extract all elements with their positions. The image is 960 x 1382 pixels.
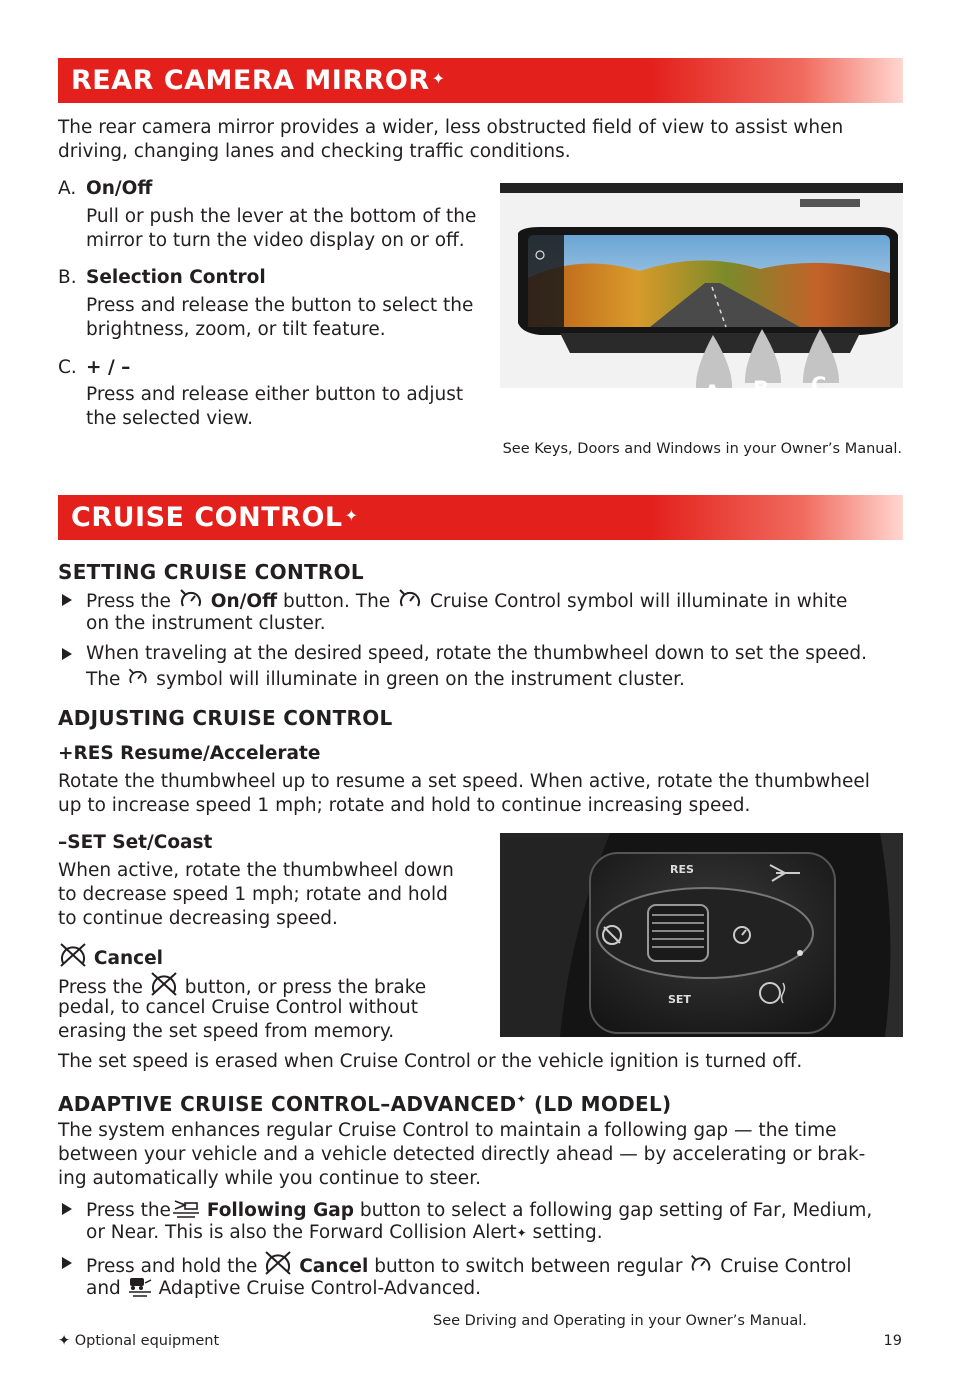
acc-bullet-1	[86, 1197, 872, 1223]
cruise-control-icon	[688, 1253, 714, 1275]
bullet-icon	[62, 1203, 72, 1215]
res-line2: up to increase speed 1 mph; rotate and hold to continue increasing speed.	[58, 795, 751, 816]
cancel-line2: pedal, to cancel Cruise Control without	[58, 997, 418, 1018]
acc-line2: between your vehicle and a vehicle detected directly ahead — by accelerating or brak-	[58, 1144, 866, 1165]
item-a-title: On/Off	[86, 178, 153, 199]
acc-b2-line2-pre: and	[86, 1278, 121, 1299]
cancel-bold-label: Cancel	[299, 1256, 369, 1277]
following-gap-icon	[171, 1197, 201, 1219]
adaptive-cruise-icon	[127, 1275, 153, 1297]
wheel-res-label: RES	[670, 863, 694, 876]
res-label: +RES Resume/Accelerate	[58, 743, 321, 764]
optional-star-icon: ✦	[344, 506, 359, 525]
cruise-reference: See Driving and Operating in your Owner’s Manual.	[433, 1313, 807, 1329]
acc-b2-mid: button to switch between regular	[374, 1256, 683, 1277]
cruise-control-icon	[177, 588, 205, 610]
item-a-line2: mirror to turn the video display on or off.	[86, 230, 465, 251]
setting-bullet-2-line2	[86, 666, 685, 692]
setting-bullet-1-line2: on the instrument cluster.	[86, 613, 326, 634]
set-speed-erase-note: The set speed is erased when Cruise Control or the vehicle ignition is turned off.	[58, 1051, 803, 1072]
b2-pre: The	[86, 669, 121, 690]
bullet-icon	[62, 648, 72, 660]
cancel-pre: Press the	[58, 977, 143, 998]
b1-pre: Press the	[86, 591, 171, 612]
item-c-title: + / –	[86, 357, 131, 378]
acc-line3: ing automatically while you continue to steer.	[58, 1168, 481, 1189]
optional-equipment-footnote: ✦ Optional equipment	[58, 1333, 220, 1349]
item-b-title: Selection Control	[86, 267, 266, 288]
wheel-set-label: SET	[668, 993, 691, 1006]
cancel-icon	[149, 972, 179, 996]
res-line1: Rotate the thumbwheel up to resume a set speed. When active, rotate the thumbwheel	[58, 771, 870, 792]
on-off-label: On/Off	[210, 591, 278, 612]
acc-line1: The system enhances regular Cruise Control to maintain a following gap — the time	[58, 1120, 837, 1141]
acc-bullet-1-line2	[86, 1221, 603, 1245]
rear-camera-reference: See Keys, Doors and Windows in your Owner’s Manual.	[502, 441, 902, 457]
rear-camera-intro-line2: driving, changing lanes and checking traffic conditions.	[58, 141, 571, 162]
optional-star-icon: ✦	[431, 69, 446, 88]
acc-bullet-2-line2	[86, 1275, 481, 1301]
item-c-line2: the selected view.	[86, 408, 253, 429]
set-line3: to continue decreasing speed.	[58, 908, 338, 929]
rear-camera-mirror-banner	[58, 58, 903, 103]
set-line1: When active, rotate the thumbwheel down	[58, 860, 454, 881]
page-number: 19	[883, 1333, 902, 1349]
acc-b1-line2-pre: or Near. This is also the Forward Collision Alert	[86, 1222, 517, 1243]
acc-b2-line2-post: Adaptive Cruise Control-Advanced.	[158, 1278, 482, 1299]
rear-camera-mirror-title: REAR CAMERA MIRROR	[71, 65, 430, 96]
b1-post: Cruise Control symbol will illuminate in white	[429, 591, 848, 612]
item-c-letter: C.	[58, 357, 77, 378]
item-a-letter: A.	[58, 178, 77, 199]
callout-a-label: A	[704, 381, 721, 405]
optional-star-icon: ✦	[516, 1226, 527, 1240]
acc-b1-line2-post: setting.	[526, 1222, 603, 1243]
cruise-control-banner	[58, 495, 903, 540]
item-b-letter: B.	[58, 267, 77, 288]
steering-wheel-controls-photo	[500, 833, 903, 1037]
item-c-line1: Press and release either button to adjust	[86, 384, 464, 405]
bullet-icon	[62, 1257, 72, 1269]
acc-b1-post: button to select a following gap setting of Far, Medium,	[359, 1200, 873, 1221]
acc-b2-pre: Press and hold the	[86, 1256, 258, 1277]
item-b-line2: brightness, zoom, or tilt feature.	[86, 319, 386, 340]
rear-camera-intro-line1: The rear camera mirror provides a wider, less obstructed field of view to assist when	[58, 117, 844, 138]
item-a-line1: Pull or push the lever at the bottom of the	[86, 206, 477, 227]
optional-star-icon: ✦	[516, 1092, 527, 1106]
callout-c-label: C	[811, 373, 827, 397]
acc-b1-pre: Press the	[86, 1200, 171, 1221]
acc-heading-suffix: (LD MODEL)	[526, 1092, 672, 1116]
cancel-heading	[58, 943, 163, 971]
setting-bullet-2-line1: When traveling at the desired speed, rotate the thumbwheel down to set the speed.	[86, 643, 868, 664]
rear-camera-mirror-photo	[500, 183, 903, 405]
setting-cruise-heading: SETTING CRUISE CONTROL	[58, 560, 364, 584]
cancel-icon	[58, 943, 88, 967]
cancel-label: Cancel	[93, 948, 163, 969]
callout-b-label: B	[753, 377, 770, 401]
acc-b2-post: Cruise Control	[720, 1256, 852, 1277]
following-gap-label: Following Gap	[206, 1200, 355, 1221]
cruise-control-title: CRUISE CONTROL	[71, 502, 343, 533]
bullet-icon	[62, 594, 72, 606]
setting-bullet-1	[86, 588, 847, 614]
cancel-line3: erasing the set speed from memory.	[58, 1021, 395, 1042]
cancel-post: button, or press the brake	[184, 977, 427, 998]
item-b-line1: Press and release the button to select the	[86, 295, 474, 316]
adjusting-cruise-heading: ADJUSTING CRUISE CONTROL	[58, 706, 393, 730]
cancel-icon	[263, 1251, 293, 1275]
cruise-control-icon	[126, 666, 150, 688]
acc-heading-text: ADAPTIVE CRUISE CONTROL–ADVANCED	[58, 1092, 517, 1116]
acc-heading	[58, 1092, 671, 1116]
set-label: –SET Set/Coast	[58, 832, 213, 853]
b1-mid: button. The	[282, 591, 391, 612]
cruise-control-icon	[396, 588, 424, 610]
b2-post: symbol will illuminate in green on the instrument cluster.	[156, 669, 685, 690]
set-line2: to decrease speed 1 mph; rotate and hold	[58, 884, 448, 905]
